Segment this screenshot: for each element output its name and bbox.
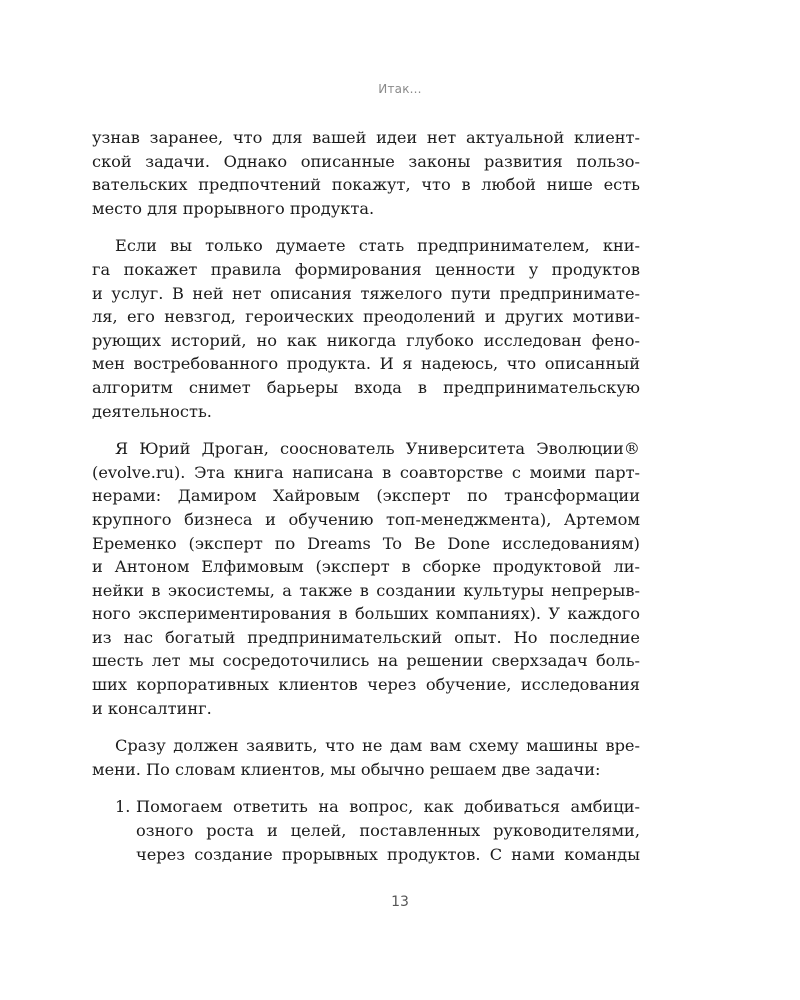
numbered-list-item bbox=[92, 795, 640, 866]
text-line: (evolve.ru). Эта книга написана в соавторстве с моими парт- bbox=[92, 462, 640, 482]
text-line: Помогаем ответить на вопрос, как добиваться амбици- bbox=[136, 797, 640, 817]
text-line: через создание прорывных продуктов. С нами команды bbox=[136, 844, 640, 864]
text-line: вательских предпочтений покажут, что в любой нише есть bbox=[92, 175, 640, 195]
page-number: 13 bbox=[391, 894, 409, 910]
running-head: Итак... bbox=[378, 82, 422, 96]
text-line: деятельность. bbox=[92, 401, 212, 421]
text-line: Сразу должен заявить, что не дам вам схему машины вре- bbox=[115, 736, 640, 756]
text-line: ля, его невзгод, героических преодолений и других мотиви- bbox=[92, 307, 640, 327]
text-line: рующих историй, но как никогда глубоко исследован фено- bbox=[92, 330, 640, 350]
paragraph-4 bbox=[92, 734, 640, 781]
page-body bbox=[92, 126, 640, 866]
text-line: га покажет правила формирования ценности у продуктов bbox=[92, 259, 640, 279]
text-line: Я Юрий Дроган, сооснователь Университета Эволюции® bbox=[115, 439, 640, 459]
text-line: Если вы только думаете стать предпринимателем, кни- bbox=[115, 236, 640, 256]
text-line: место для прорывного продукта. bbox=[92, 198, 375, 218]
text-line: алгоритм снимет барьеры входа в предпринимательскую bbox=[92, 377, 640, 397]
paragraph-2 bbox=[92, 234, 640, 423]
text-line: Еременко (эксперт по Dreams To Be Done исследованиям) bbox=[92, 533, 640, 553]
text-line: нерами: Дамиром Хайровым (эксперт по трансформации bbox=[92, 486, 640, 506]
text-line: мен востребованного продукта. И я надеюсь, что описанный bbox=[92, 354, 640, 374]
list-item-text bbox=[136, 795, 640, 866]
text-line: мени. По словам клиентов, мы обычно решаем две задачи: bbox=[92, 759, 601, 779]
text-line: крупного бизнеса и обучению топ-менеджмента), Артемом bbox=[92, 509, 640, 529]
text-line: ших корпоративных клиентов через обучение, исследования bbox=[92, 675, 640, 695]
text-line: озного роста и целей, поставленных руководителями, bbox=[136, 821, 640, 841]
text-line: шесть лет мы сосредоточились на решении сверхзадач боль- bbox=[92, 651, 640, 671]
text-line: ской задачи. Однако описанные законы развития пользо- bbox=[92, 151, 640, 171]
text-line: нейки в экосистемы, а также в создании культуры непрерыв- bbox=[92, 580, 640, 600]
text-line: из нас богатый предпринимательский опыт. Но последние bbox=[92, 627, 640, 647]
list-number: 1. bbox=[115, 797, 131, 817]
text-line: и услуг. В ней нет описания тяжелого пути предпринимате- bbox=[92, 283, 640, 303]
paragraph-1 bbox=[92, 126, 640, 220]
paragraph-3 bbox=[92, 437, 640, 720]
text-line: узнав заранее, что для вашей идеи нет актуальной клиент- bbox=[92, 128, 640, 147]
text-line: ного экспериментирования в больших компаниях). У каждого bbox=[92, 604, 640, 624]
text-line: и Антоном Елфимовым (эксперт в сборке продуктовой ли- bbox=[92, 557, 640, 577]
text-line: и консалтинг. bbox=[92, 698, 212, 718]
